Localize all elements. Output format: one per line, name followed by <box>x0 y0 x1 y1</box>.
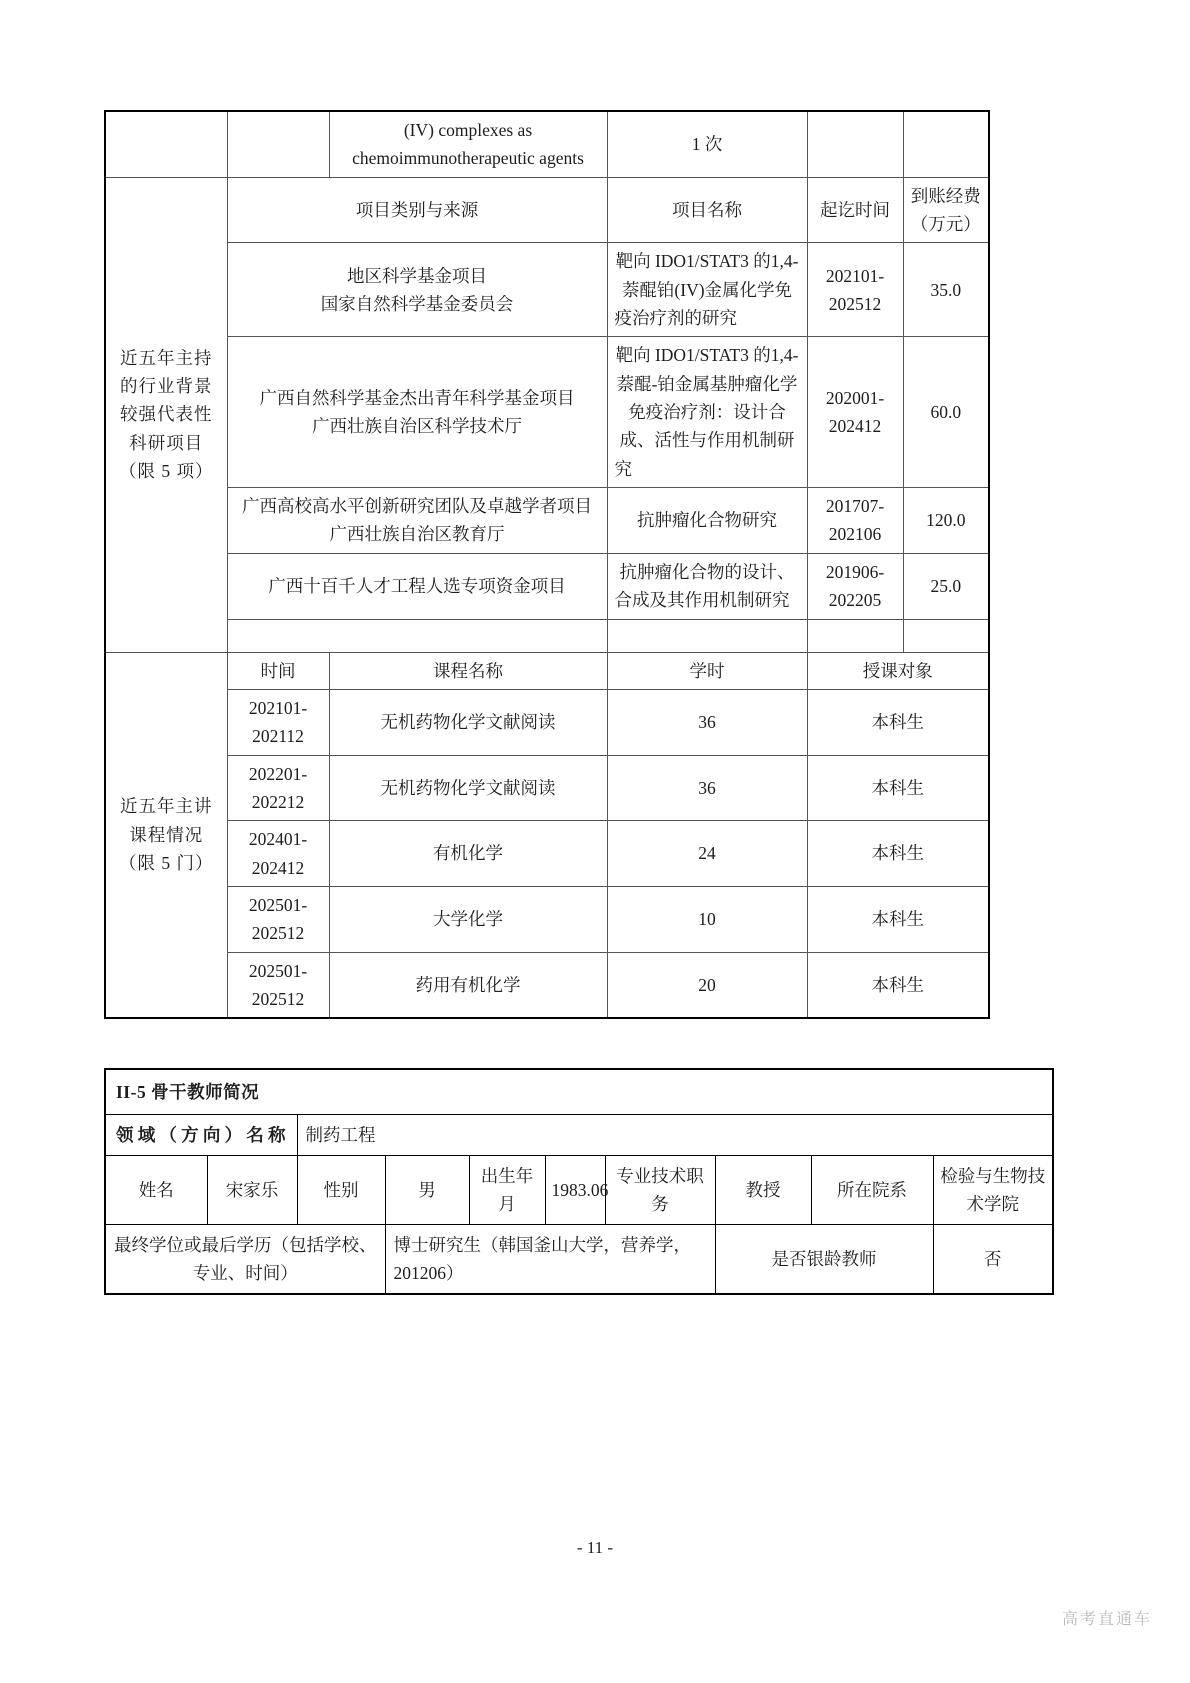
project-source-line1: 广西高校高水平创新研究团队及卓越学者项目 <box>242 496 592 517</box>
project-name: 靶向 IDO1/STAT3 的1,4-萘醌-铂金属基肿瘤化学免疫治疗剂：设计合成、活性与作用机制研究 <box>607 337 807 488</box>
course-audience: 本科生 <box>807 952 989 1018</box>
course-time: 202201-202212 <box>227 755 329 821</box>
course-hours: 36 <box>607 689 807 755</box>
course-time: 202401-202412 <box>227 821 329 887</box>
project-source <box>227 553 607 619</box>
table-row-project <box>105 553 989 619</box>
courses-section-label: 近五年主讲课程情况（限 5 门） <box>105 652 227 1018</box>
course-audience: 本科生 <box>807 689 989 755</box>
project-funding: 120.0 <box>903 488 989 554</box>
header-course-audience: 授课对象 <box>807 652 989 689</box>
carryover-blank-funding <box>903 111 989 177</box>
table-row-project <box>105 337 989 488</box>
course-audience: 本科生 <box>807 755 989 821</box>
department-value: 检验与生物技术学院 <box>933 1156 1053 1225</box>
project-source-line2: 国家自然科学基金委员会 <box>320 293 514 314</box>
course-name: 药用有机化学 <box>329 952 607 1018</box>
watermark: 高考直通车 <box>1061 1609 1152 1628</box>
carryover-blank-label <box>105 111 227 177</box>
table-row-project <box>105 488 989 554</box>
table-row-course <box>105 821 989 887</box>
project-name: 靶向 IDO1/STAT3 的1,4-萘醌铂(IV)金属化学免疫治疗剂的研究 <box>607 243 807 337</box>
carryover-blank-subcol <box>227 111 329 177</box>
silver-teacher-label: 是否银龄教师 <box>715 1225 933 1295</box>
carryover-blank-period <box>807 111 903 177</box>
silver-teacher-value: 否 <box>933 1225 1053 1295</box>
project-period: 201707-202106 <box>807 488 903 554</box>
table-row-carryover <box>105 111 989 177</box>
course-audience: 本科生 <box>807 821 989 887</box>
professional-title-label: 专业技术职 务 <box>605 1156 715 1225</box>
course-hours: 36 <box>607 755 807 821</box>
table-row-section-title <box>105 1069 1053 1115</box>
header-course-hours: 学时 <box>607 652 807 689</box>
table-row-degree <box>105 1225 1053 1295</box>
project-name: 抗肿瘤化合物研究 <box>607 488 807 554</box>
course-hours: 10 <box>607 886 807 952</box>
course-hours: 24 <box>607 821 807 887</box>
table-row-courses-header <box>105 652 989 689</box>
birth-label: 出生年月 <box>469 1156 545 1225</box>
projects-and-courses-table <box>104 110 990 1019</box>
professional-title-value: 教授 <box>715 1156 811 1225</box>
spacer-funding <box>903 619 989 652</box>
field-value: 制药工程 <box>297 1115 1053 1156</box>
project-source <box>227 243 607 337</box>
project-period: 202001-202412 <box>807 337 903 488</box>
degree-label: 最终学位或最后学历（包括学校、专业、时间） <box>105 1225 385 1295</box>
project-source-line1: 地区科学基金项目 <box>347 265 487 286</box>
gender-label: 性别 <box>297 1156 385 1225</box>
table-row-basic-info <box>105 1156 1053 1225</box>
course-hours: 20 <box>607 952 807 1018</box>
department-label: 所在院系 <box>811 1156 933 1225</box>
project-funding: 60.0 <box>903 337 989 488</box>
project-source-line1: 广西十百千人才工程人选专项资金项目 <box>268 575 566 596</box>
project-period: 202101-202512 <box>807 243 903 337</box>
carryover-paper-title: (IV) complexes as chemoimmunotherapeutic agents <box>329 111 607 177</box>
spacer-name <box>607 619 807 652</box>
project-period: 201906-202205 <box>807 553 903 619</box>
gender-value: 男 <box>385 1156 469 1225</box>
course-name: 大学化学 <box>329 886 607 952</box>
spacer-period <box>807 619 903 652</box>
spacer-source <box>227 619 607 652</box>
header-category-source: 项目类别与来源 <box>227 177 607 243</box>
projects-section-label: 近五年主持的行业背景较强代表性科研项目（限 5 项） <box>105 177 227 652</box>
course-time: 202501-202512 <box>227 886 329 952</box>
project-source-line2: 广西壮族自治区教育厅 <box>329 524 505 545</box>
project-name: 抗肿瘤化合物的设计、合成及其作用机制研究 <box>607 553 807 619</box>
project-source <box>227 337 607 488</box>
name-value: 宋家乐 <box>207 1156 297 1225</box>
table-row-spacer <box>105 619 989 652</box>
table-row-course <box>105 689 989 755</box>
header-project-name: 项目名称 <box>607 177 807 243</box>
project-funding: 25.0 <box>903 553 989 619</box>
project-funding: 35.0 <box>903 243 989 337</box>
header-course-name: 课程名称 <box>329 652 607 689</box>
project-source <box>227 488 607 554</box>
teacher-profile-table <box>104 1068 1054 1295</box>
project-source-line1: 广西自然科学基金杰出青年科学基金项目 <box>259 387 575 408</box>
field-label: 领域（方向）名称 <box>105 1115 297 1156</box>
table-row-course <box>105 952 989 1018</box>
table-row-course <box>105 755 989 821</box>
degree-value: 博士研究生（韩国釜山大学，营养学，201206） <box>385 1225 715 1295</box>
project-source-line2: 广西壮族自治区科学技术厅 <box>312 416 522 437</box>
table-row-course <box>105 886 989 952</box>
course-name: 有机化学 <box>329 821 607 887</box>
header-course-time: 时间 <box>227 652 329 689</box>
course-name: 无机药物化学文献阅读 <box>329 755 607 821</box>
header-funding: 到账经费（万元） <box>903 177 989 243</box>
carryover-count: 1 次 <box>607 111 807 177</box>
section-title: II-5 骨干教师简况 <box>105 1069 1053 1115</box>
course-time: 202101-202112 <box>227 689 329 755</box>
header-period: 起讫时间 <box>807 177 903 243</box>
table-row-project <box>105 243 989 337</box>
course-name: 无机药物化学文献阅读 <box>329 689 607 755</box>
birth-value: 1983.06 <box>545 1156 605 1225</box>
name-label: 姓名 <box>105 1156 207 1225</box>
page-number: - 11 - <box>576 1538 614 1557</box>
table-row-field <box>105 1115 1053 1156</box>
course-time: 202501-202512 <box>227 952 329 1018</box>
course-audience: 本科生 <box>807 886 989 952</box>
table-row-projects-header <box>105 177 989 243</box>
